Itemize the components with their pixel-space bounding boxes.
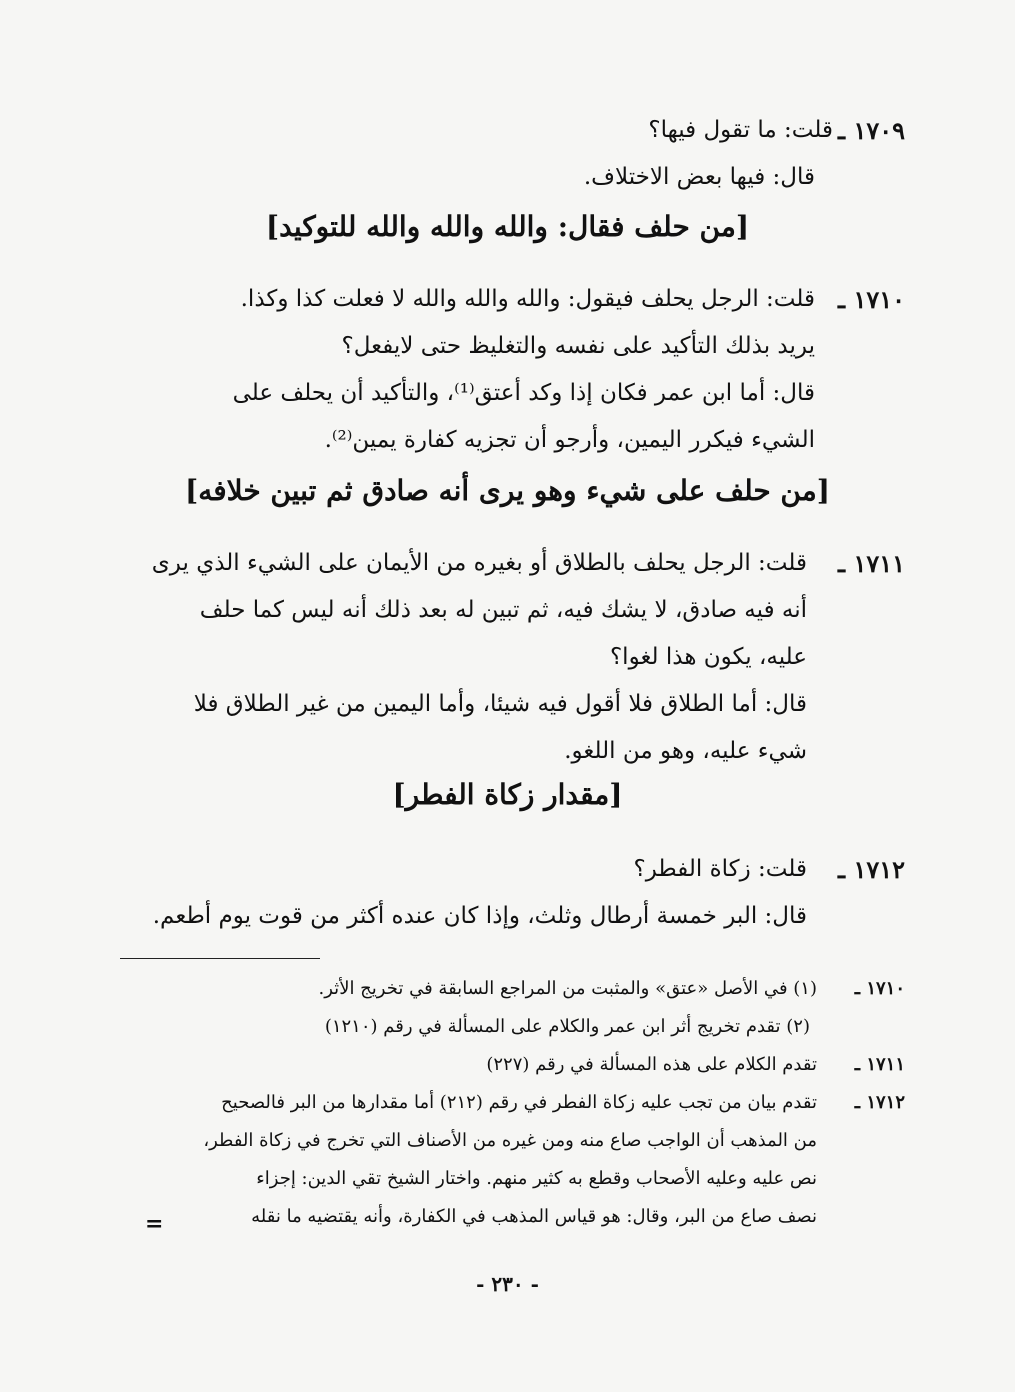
question-text: قلت: الرجل يحلف فيقول: والله والله والله لا فعلت كذا وكذا. [240,286,815,312]
footnote-number: ١٧١١ ـ [854,1054,905,1075]
entry-line [180,323,905,370]
entry-line [110,634,905,681]
entry-number: ١٧٠٩ ـ [838,116,905,145]
answer-text: الشيء فيكرر اليمين، وأرجو أن تجزيه كفارة يمين⁽²⁾. [324,427,815,453]
section-heading: [مقدار زكاة الفطر] [392,778,623,811]
question-text: قلت: الرجل يحلف بالطلاق أو بغيره من الأيمان على الشيء الذي يرى [151,550,807,576]
entry-1709 [180,107,905,201]
answer-text: قال: أما ابن عمر فكان إذا وكد أعتق⁽¹⁾، والتأكيد أن يحلف على [232,380,815,406]
footnote-text: (٢) تقدم تخريج أثر ابن عمر والكلام على المسألة في رقم (١٢١٠) [324,1016,810,1037]
entry-line [180,276,905,323]
footnote-text: (١) في الأصل «عتق» والمثبت من المراجع السابقة في تخريج الأثر. [318,978,817,999]
answer-text: قال: فيها بعض الاختلاف. [583,164,815,190]
entry-number: ١٧١٠ ـ [838,285,905,314]
footnote-text: نص عليه وعليه الأصحاب وقطع به كثير منهم. واختار الشيخ تقي الدين: إجزاء [256,1168,817,1189]
entry-line [180,417,905,464]
entry-number: ١٧١١ ـ [838,549,905,578]
entry-line [180,370,905,417]
section-heading: [من حلف فقال: والله والله والله للتوكيد] [265,210,750,243]
question-text: عليه، يكون هذا لغوا؟ [609,644,807,670]
footnote-line [140,1198,905,1236]
footnote-number: ١٧١٠ ـ [854,978,905,999]
footnote-line [140,1122,905,1160]
entry-number: ١٧١٢ ـ [838,855,905,884]
footnote-number: ١٧١٢ ـ [854,1092,905,1113]
entry-1712 [152,846,905,940]
footnote-text: تقدم الكلام على هذه المسألة في رقم (٢٢٧) [486,1054,817,1075]
footnotes [140,970,905,1236]
entry-line [180,154,905,201]
entry-line [110,587,905,634]
question-text: قلت: زكاة الفطر؟ [633,856,807,882]
question-text: يريد بذلك التأكيد على نفسه والتغليظ حتى لايفعل؟ [341,333,815,359]
page-number: - ٢٣٠ - [476,1272,539,1296]
entry-line [152,893,905,940]
question-text: أنه فيه صادق، لا يشك فيه، ثم تبين له بعد ذلك أنه ليس كما حلف [199,597,807,623]
entry-1711 [110,540,905,775]
footnote-line [140,1046,905,1084]
footnote-line [140,970,905,1008]
entry-1710 [180,276,905,464]
footnote-text: نصف صاع من البر، وقال: هو قياس المذهب في الكفارة، وأنه يقتضيه ما نقله [251,1206,817,1227]
entry-line [110,728,905,775]
answer-text: قال: أما الطلاق فلا أقول فيه شيئا، وأما اليمين من غير الطلاق فلا [193,691,807,717]
question-text: قلت: ما تقول فيها؟ [648,117,833,143]
footnote-line [140,1008,905,1046]
footnote-divider [120,958,320,959]
continuation-mark: = [145,1211,164,1237]
entry-line [180,846,905,893]
footnote-line [140,1160,905,1198]
footnote-text: من المذهب أن الواجب صاع منه ومن غيره من الأصناف التي تخرج في زكاة الفطر، [203,1130,817,1151]
section-heading: [من حلف على شيء وهو يرى أنه صادق ثم تبين خلافه] [185,474,830,507]
footnote-line [140,1084,905,1122]
entry-line [110,540,905,587]
entry-line [110,681,905,728]
entry-line [180,107,905,154]
answer-text: شيء عليه، وهو من اللغو. [564,738,807,764]
answer-text: قال: البر خمسة أرطال وثلث، وإذا كان عنده أكثر من قوت يوم أطعم. [152,903,807,929]
footnote-text: تقدم بيان من تجب عليه زكاة الفطر في رقم (٢١٢) أما مقدارها من البر فالصحيح [221,1092,817,1113]
